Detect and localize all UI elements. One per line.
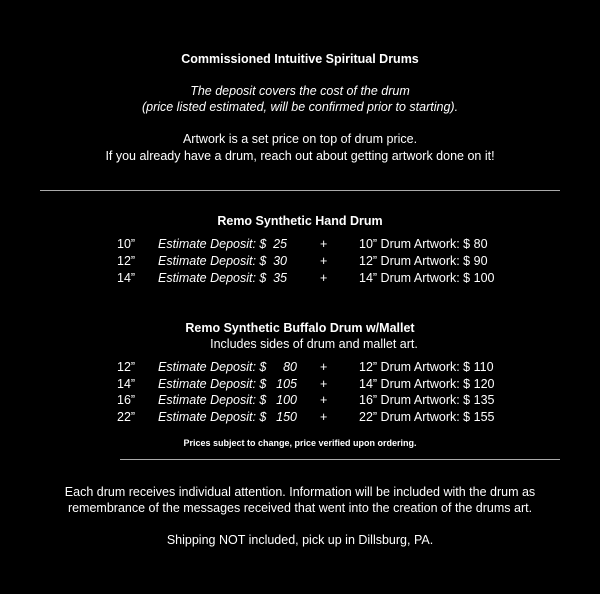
deposit-label: Estimate Deposit: $: [158, 271, 267, 285]
table-row: [0, 409, 600, 426]
deposit-label: Estimate Deposit: $: [158, 409, 267, 424]
table-row: [0, 236, 600, 253]
intro-italic-line: (price listed estimated, will be confirmed prior to starting).: [141, 100, 459, 114]
deposit-value: 35: [273, 271, 287, 285]
table-row: [0, 376, 600, 393]
footer-paragraph-line: remembrance of the messages received that went into the creation of the drums art.: [67, 501, 533, 515]
plus-sign: +: [320, 409, 328, 424]
deposit-label: Estimate Deposit: $: [158, 376, 267, 391]
artwork-price: 12” Drum Artwork: $ 110: [359, 360, 494, 374]
drum-size: 12”: [117, 254, 136, 268]
deposit-value: 105: [276, 376, 297, 391]
deposit-value: 100: [276, 393, 297, 408]
drum-size: 16”: [117, 393, 136, 408]
page-title: Commissioned Intuitive Spiritual Drums: [181, 52, 419, 66]
deposit-value: 80: [283, 360, 297, 374]
drum-size: 10”: [117, 237, 136, 251]
artwork-price: 14” Drum Artwork: $ 120: [359, 376, 495, 391]
artwork-price: 10” Drum Artwork: $ 80: [359, 237, 488, 251]
shipping-note: Shipping NOT included, pick up in Dillsburg, PA.: [166, 533, 434, 547]
table-row: [0, 270, 600, 287]
drum-size: 22”: [117, 409, 136, 424]
buffalo-drum-subheading: Includes sides of drum and mallet art.: [210, 337, 418, 351]
deposit-value: 25: [273, 237, 287, 251]
footer-paragraph-line: Each drum receives individual attention. Information will be included with the drum as: [64, 485, 536, 499]
drum-size: 12”: [117, 360, 136, 374]
plus-sign: +: [320, 254, 328, 268]
deposit-label: Estimate Deposit: $: [158, 237, 267, 251]
price-note: Prices subject to change, price verified upon ordering.: [183, 438, 417, 448]
deposit-label: Estimate Deposit: $: [158, 393, 267, 408]
divider: [40, 190, 560, 191]
plus-sign: +: [320, 393, 328, 408]
intro-line: If you already have a drum, reach out about getting artwork done on it!: [105, 149, 495, 163]
plus-sign: +: [320, 237, 328, 251]
hand-drum-heading: Remo Synthetic Hand Drum: [217, 214, 383, 228]
divider: [120, 459, 560, 460]
plus-sign: +: [320, 376, 328, 391]
intro-italic-line: The deposit covers the cost of the drum: [190, 84, 410, 98]
table-row: [0, 359, 600, 376]
artwork-price: 12” Drum Artwork: $ 90: [359, 254, 488, 268]
drum-size: 14”: [117, 271, 136, 285]
artwork-price: 22” Drum Artwork: $ 155: [359, 409, 495, 424]
table-row: [0, 392, 600, 409]
table-row: [0, 253, 600, 270]
artwork-price: 16” Drum Artwork: $ 135: [359, 393, 495, 408]
intro-line: Artwork is a set price on top of drum price.: [182, 132, 418, 146]
buffalo-drum-heading: Remo Synthetic Buffalo Drum w/Mallet: [185, 321, 415, 335]
artwork-price: 14” Drum Artwork: $ 100: [359, 271, 495, 285]
plus-sign: +: [320, 271, 328, 285]
deposit-value: 150: [276, 409, 297, 424]
plus-sign: +: [320, 360, 328, 374]
deposit-label: Estimate Deposit: $: [158, 254, 267, 268]
deposit-label: Estimate Deposit: $: [158, 360, 267, 374]
drum-size: 14”: [117, 376, 136, 391]
deposit-value: 30: [273, 254, 287, 268]
